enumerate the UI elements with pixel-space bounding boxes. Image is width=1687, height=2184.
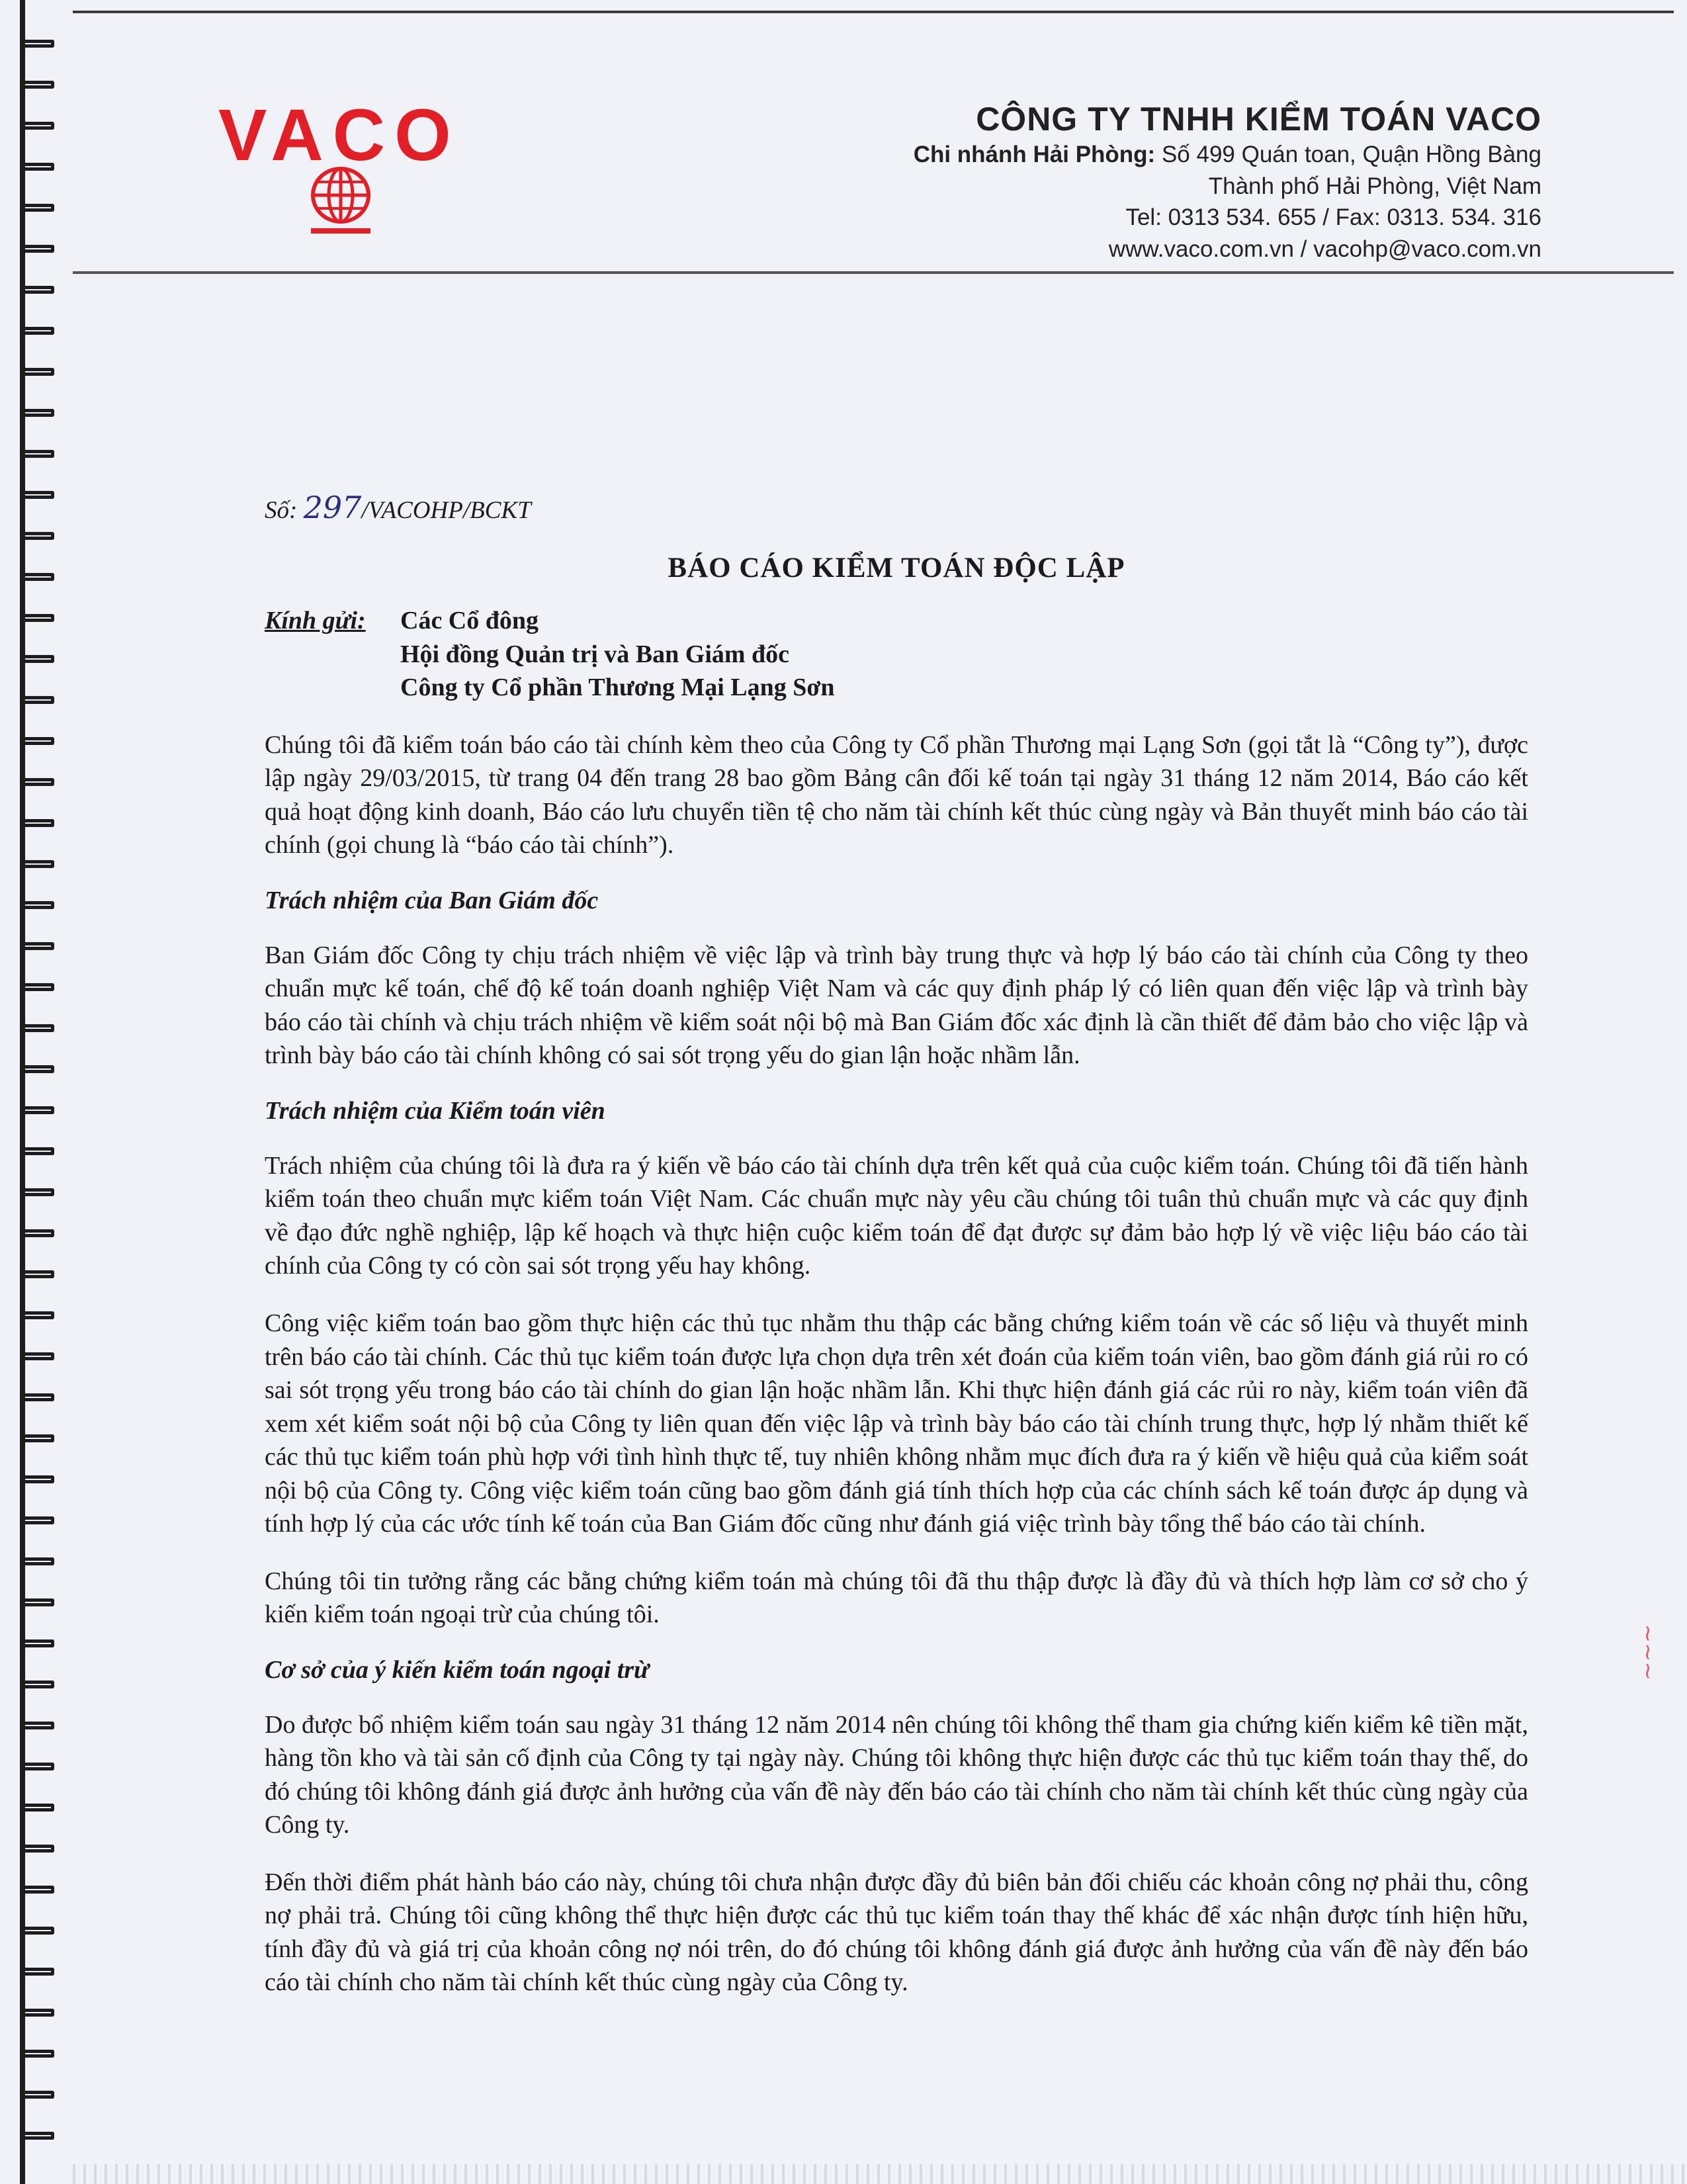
binding-ring <box>20 409 54 417</box>
binding-ring <box>20 2009 54 2017</box>
company-name: CÔNG TY TNHH KIỂM TOÁN VACO <box>976 101 1541 138</box>
binding-ring <box>20 163 54 171</box>
binding-ring <box>20 1188 54 1196</box>
header-divider <box>73 271 1674 274</box>
auditor-responsibility-paragraph: Trách nhiệm của chúng tôi là đưa ra ý kiến về báo cáo tài chính dựa trên kết quả của cuộc kiểm toán. Chúng tôi đã tiến hành kiểm toán theo chuẩn mực kiểm toán Việt Nam. Các chuẩn mực này yêu cầu chúng tôi tuân thủ chuẩn mực và các quy định về đạo đức nghề nghiệp, lập kế hoạch và thực hiện cuộc kiểm toán để đạt được sự đảm bảo hợp lý về việc liệu báo cáo tài chính của Công ty có còn sai sót trọng yếu hay không. <box>265 1151 1528 1280</box>
binding-ring <box>20 491 54 499</box>
ref-handwritten-number: 297 <box>303 490 362 525</box>
binding-ring <box>20 1722 54 1729</box>
website-email: www.vaco.com.vn / vacohp@vaco.com.vn <box>1108 236 1541 262</box>
binding-ring <box>20 1147 54 1155</box>
branch-address: Số 499 Quán toan, Quận Hồng Bàng <box>1155 142 1541 167</box>
binding-ring <box>20 1270 54 1278</box>
binding-ring <box>20 901 54 909</box>
binding-ring <box>20 1804 54 1812</box>
binding-ring <box>20 2132 54 2140</box>
binding-ring <box>20 1681 54 1688</box>
section-heading-auditor: Trách nhiệm của Kiểm toán viên <box>265 1096 605 1125</box>
addressee-block <box>265 604 1528 705</box>
binding-ring <box>20 983 54 991</box>
binding-ring <box>20 286 54 294</box>
binding-ring <box>20 532 54 540</box>
bottom-scan-edge <box>73 2164 1687 2184</box>
binding-ring <box>20 1229 54 1237</box>
margin-handwritten-stamp: ~~~ <box>1634 1624 1661 1681</box>
binding-ring <box>20 1311 54 1319</box>
binding-ring <box>20 942 54 950</box>
phone-fax: Tel: 0313 534. 655 / Fax: 0313. 534. 316 <box>1125 204 1541 231</box>
binding-ring <box>20 1968 54 1976</box>
binding-ring <box>20 1106 54 1114</box>
spiral-binding <box>0 0 73 2184</box>
binding-ring <box>20 327 54 335</box>
intro-paragraph: Chúng tôi đã kiểm toán báo cáo tài chính kèm theo của Công ty Cổ phần Thương mại Lạng Sơn (gọi tắt là “Công ty”), được lập ngày 29/03/2015, từ trang 04 đến trang 28 bao gồm Bảng cân đối kế toán tại ngày 31 tháng 12 năm 2014, Báo cáo kết quả hoạt động kinh doanh, Báo cáo lưu chuyển tiền tệ cho năm tài chính kết thúc cùng ngày và Bản thuyết minh báo cáo tài chính (gọi chung là “báo cáo tài chính”). <box>265 730 1528 859</box>
binding-ring <box>20 2091 54 2099</box>
binding-ring <box>20 1927 54 1935</box>
binding-ring <box>20 1763 54 1770</box>
report-body <box>265 490 1528 2023</box>
binding-ring <box>20 1024 54 1032</box>
binding-ring <box>20 819 54 827</box>
binding-ring <box>20 1639 54 1647</box>
section-heading-qualified-basis: Cơ sở của ý kiến kiểm toán ngoại trừ <box>265 1655 649 1684</box>
binding-ring <box>20 1598 54 1606</box>
binding-ring <box>20 737 54 745</box>
binding-ring <box>20 1557 54 1565</box>
binding-ring <box>20 204 54 212</box>
binding-ring <box>20 778 54 786</box>
binding-ring <box>20 40 54 48</box>
management-responsibility-paragraph: Ban Giám đốc Công ty chịu trách nhiệm về việc lập và trình bày trung thực và hợp lý báo cáo tài chính của Công ty theo chuẩn mực kế toán, chế độ kế toán doanh nghiệp Việt Nam và các quy định pháp lý có liên quan đến việc lập và trình bày báo cáo tài chính và chịu trách nhiệm về kiểm soát nội bộ mà Ban Giám đốc xác định là cần thiết để đảm bảo cho việc lập và trình bày báo cáo tài chính không có sai sót trọng yếu do gian lận hoặc nhầm lẫn. <box>265 941 1528 1070</box>
section-heading-management: Trách nhiệm của Ban Giám đốc <box>265 886 599 914</box>
binding-ring <box>20 655 54 663</box>
top-edge-rule <box>73 11 1674 13</box>
binding-ring <box>20 2050 54 2058</box>
binding-ring <box>20 1845 54 1853</box>
addressee-label: Kính gửi: <box>265 607 366 634</box>
qualified-basis-paragraph-1: Do được bổ nhiệm kiểm toán sau ngày 31 tháng 12 năm 2014 nên chúng tôi không thể tham gia chứng kiến kiểm kê tiền mặt, hàng tồn kho và tài sản cố định của Công ty tại ngày này. Chúng tôi không thực hiện được các thủ tục kiểm toán thay thế, do đó chúng tôi không đánh giá được ảnh hưởng của vấn đề này đến báo cáo tài chính cho năm tài chính kết thúc cùng ngày của Công ty. <box>265 1710 1528 1839</box>
reference-number <box>265 490 1528 525</box>
binding-ring <box>20 573 54 581</box>
vaco-logo <box>218 95 460 238</box>
binding-ring <box>20 860 54 868</box>
binding-ring <box>20 1352 54 1360</box>
company-header <box>914 99 1541 265</box>
globe-icon <box>304 165 377 238</box>
binding-ring <box>20 696 54 704</box>
binding-ring <box>20 245 54 253</box>
binding-ring <box>20 81 54 89</box>
binding-ring <box>20 1886 54 1894</box>
branch-city: Thành phố Hải Phòng, Việt Nam <box>1208 173 1541 199</box>
addressee-item: Hội đồng Quản trị và Ban Giám đốc <box>400 640 790 668</box>
audit-evidence-paragraph: Chúng tôi tin tưởng rằng các bằng chứng kiểm toán mà chúng tôi đã thu thập được là đầy đủ và thích hợp làm cơ sở cho ý kiến kiểm toán ngoại trừ của chúng tôi. <box>265 1567 1528 1629</box>
binding-ring <box>20 122 54 130</box>
ref-suffix: /VACOHP/BCKT <box>361 497 531 524</box>
branch-label: Chi nhánh Hải Phòng: <box>913 142 1156 167</box>
binding-ring <box>20 1065 54 1073</box>
addressee-list <box>400 604 835 705</box>
binding-ring <box>20 1516 54 1524</box>
binding-ring <box>20 614 54 622</box>
binding-ring <box>20 1393 54 1401</box>
addressee-item: Các Cổ đông <box>400 607 539 634</box>
binding-ring <box>20 1434 54 1442</box>
logo-wordmark: VACO <box>218 95 460 176</box>
qualified-basis-paragraph-2: Đến thời điểm phát hành báo cáo này, chúng tôi chưa nhận được đầy đủ biên bản đối chiếu các khoản công nợ phải thu, công nợ phải trả. Chúng tôi cũng không thể thực hiện được các thủ tục kiểm toán thay thế khác để xác nhận được tính hiện hữu, tính đầy đủ và giá trị của khoản công nợ nói trên, do đó chúng tôi không đánh giá được ảnh hưởng của vấn đề này đến báo cáo tài chính cho năm tài chính kết thúc cùng ngày của Công ty. <box>265 1868 1528 1997</box>
binding-ring <box>20 450 54 458</box>
audit-procedures-paragraph: Công việc kiểm toán bao gồm thực hiện các thủ tục nhằm thu thập các bằng chứng kiểm toán về các số liệu và thuyết minh trên báo cáo tài chính. Các thủ tục kiểm toán được lựa chọn dựa trên xét đoán của kiểm toán viên, bao gồm đánh giá rủi ro có sai sót trọng yếu trong báo cáo tài chính do gian lận hoặc nhầm lẫn. Khi thực hiện đánh giá các rủi ro này, kiểm toán viên đã xem xét kiểm soát nội bộ của Công ty liên quan đến việc lập và trình bày báo cáo tài chính trung thực, hợp lý nhằm thiết kế các thủ tục kiểm toán phù hợp với tình hình thực tế, tuy nhiên không nhằm mục đích đưa ra ý kiến về hiệu quả của kiểm soát nội bộ của Công ty. Công việc kiểm toán cũng bao gồm đánh giá tính thích hợp của các chính sách kế toán được áp dụng và tính hợp lý của các ước tính kế toán của Ban Giám đốc cũng như đánh giá việc trình bày tổng thể báo cáo tài chính. <box>265 1309 1528 1538</box>
branch-address-line <box>914 139 1541 171</box>
binding-ring <box>20 1475 54 1483</box>
binding-ring <box>20 368 54 376</box>
report-title: BÁO CÁO KIỂM TOÁN ĐỘC LẬP <box>668 552 1125 584</box>
addressee-item: Công ty Cổ phần Thương Mại Lạng Sơn <box>400 674 835 702</box>
ref-prefix: Số: <box>265 497 304 524</box>
